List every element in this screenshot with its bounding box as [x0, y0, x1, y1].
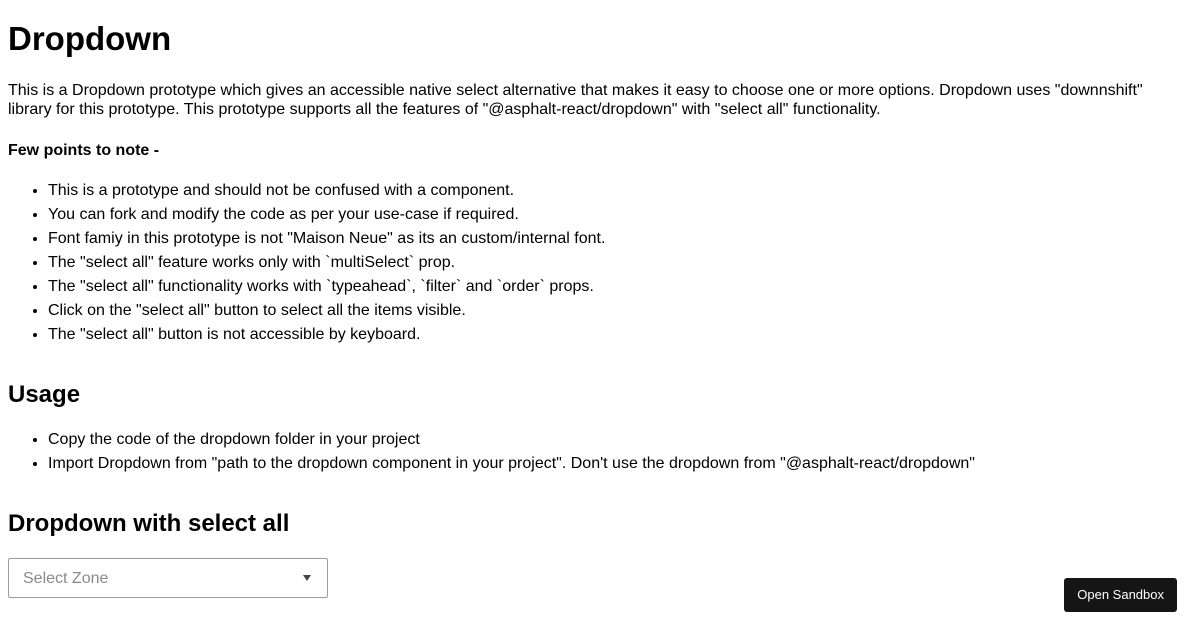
- dropdown-placeholder: Select Zone: [23, 570, 109, 587]
- usage-list: [8, 428, 975, 476]
- list-item: • Font famiy in this prototype is not "Maison Neue" as its an custom/internal font.: [48, 227, 605, 251]
- notes-heading: Few points to note -: [8, 142, 160, 159]
- chevron-down-icon[interactable]: [303, 575, 311, 581]
- intro-paragraph: This is a Dropdown prototype which gives an accessible native select alternative that makes it easy to choose one or more options. Dropdown uses "downnshift" library for this prototype. This prototype supports all the features of "@asphalt-react/dropdown" with "select all" functionality.: [8, 82, 1143, 118]
- list-item: • Import Dropdown from "path to the dropdown component in your project". Don't use the dropdown from "@asphalt-react/dropdown": [48, 452, 975, 476]
- demo-title: Dropdown with select all: [8, 510, 290, 537]
- page-title: Dropdown: [8, 20, 172, 57]
- zone-dropdown[interactable]: [8, 558, 328, 598]
- list-item: • Click on the "select all" button to select all the items visible.: [48, 299, 605, 323]
- notes-list: [8, 179, 605, 347]
- list-item: • The "select all" feature works only with `multiSelect` prop.: [48, 251, 605, 275]
- list-item: • You can fork and modify the code as per your use-case if required.: [48, 203, 605, 227]
- open-sandbox-button[interactable]: Open Sandbox: [1064, 578, 1177, 612]
- list-item: • Copy the code of the dropdown folder in your project: [48, 428, 975, 452]
- usage-title: Usage: [8, 381, 81, 408]
- list-item: • This is a prototype and should not be confused with a component.: [48, 179, 605, 203]
- list-item: • The "select all" functionality works with `typeahead`, `filter` and `order` props.: [48, 275, 605, 299]
- list-item: • The "select all" button is not accessible by keyboard.: [48, 323, 605, 347]
